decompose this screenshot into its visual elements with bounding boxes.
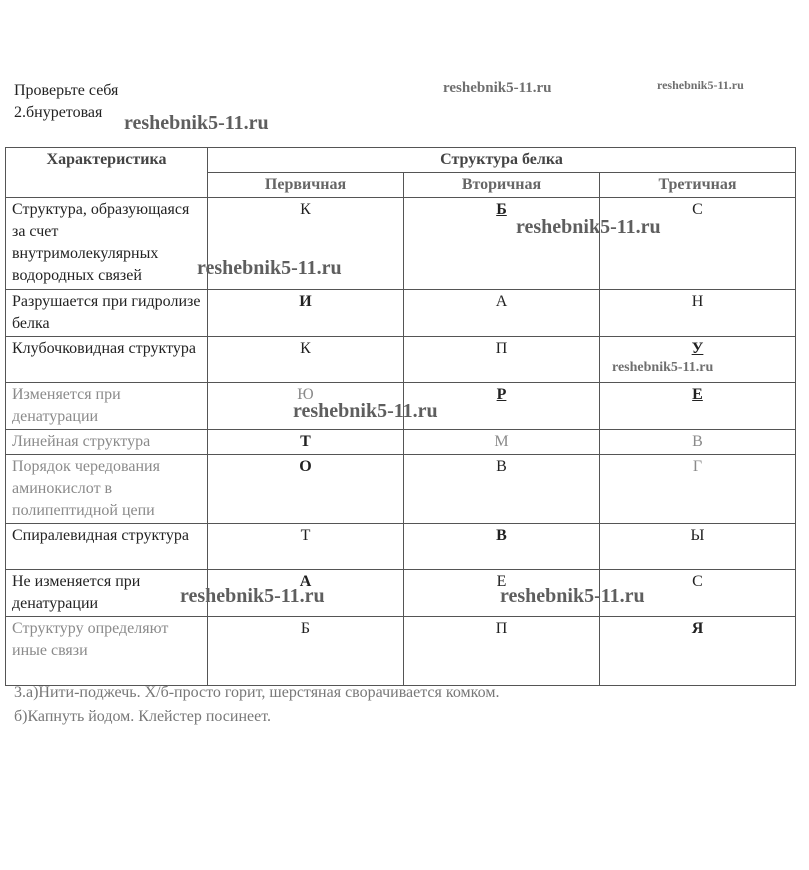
row-label: Не изменяется при денатурации bbox=[6, 570, 208, 617]
subheader-primary: Первичная bbox=[208, 173, 404, 198]
row-label: Клубочковидная структура bbox=[6, 337, 208, 383]
row-label: Спиралевидная структура bbox=[6, 524, 208, 570]
cell-primary: Т bbox=[208, 524, 404, 570]
header-structure: Структура белка bbox=[208, 148, 796, 173]
cell-secondary: М bbox=[404, 430, 600, 455]
cell-primary: Ю bbox=[208, 383, 404, 430]
table-row bbox=[6, 524, 796, 570]
subheader-secondary: Вторичная bbox=[404, 173, 600, 198]
cell-tertiary: Н bbox=[600, 290, 796, 337]
watermark: reshebnik5-11.ru bbox=[516, 216, 661, 238]
watermark: reshebnik5-11.ru bbox=[293, 400, 438, 422]
cell-secondary: П bbox=[404, 337, 600, 383]
cell-tertiary: Ы bbox=[600, 524, 796, 570]
table-row bbox=[6, 383, 796, 430]
watermark: reshebnik5-11.ru bbox=[124, 112, 269, 134]
protein-structure-table bbox=[5, 147, 796, 686]
cell-secondary: Б bbox=[404, 198, 600, 290]
table-row bbox=[6, 570, 796, 617]
watermark: reshebnik5-11.ru bbox=[657, 78, 744, 92]
cell-primary: О bbox=[208, 455, 404, 524]
answer-2: 2.бнуретовая bbox=[14, 104, 103, 121]
watermark: reshebnik5-11.ru bbox=[197, 257, 342, 279]
cell-secondary: А bbox=[404, 290, 600, 337]
table-row bbox=[6, 617, 796, 686]
cell-secondary: Р bbox=[404, 383, 600, 430]
cell-secondary: В bbox=[404, 524, 600, 570]
watermark: reshebnik5-11.ru bbox=[443, 80, 552, 96]
subheader-tertiary: Третичная bbox=[600, 173, 796, 198]
watermark: reshebnik5-11.ru bbox=[500, 585, 645, 607]
cell-secondary: П bbox=[404, 617, 600, 686]
cell-tertiary: С bbox=[600, 198, 796, 290]
row-label: Структуру определяют иные связи bbox=[6, 617, 208, 686]
row-label: Изменяется при денатурации bbox=[6, 383, 208, 430]
cell-tertiary: Г bbox=[600, 455, 796, 524]
check-yourself-heading: Проверьте себя bbox=[14, 82, 119, 99]
cell-primary: И bbox=[208, 290, 404, 337]
cell-secondary: В bbox=[404, 455, 600, 524]
cell-tertiary: У bbox=[600, 337, 796, 383]
watermark: reshebnik5-11.ru bbox=[180, 585, 325, 607]
answer-3a: 3.а)Нити-поджечь. Х/б-просто горит, шерстяная сворачивается комком. bbox=[14, 684, 500, 701]
cell-primary: К bbox=[208, 337, 404, 383]
table-row bbox=[6, 290, 796, 337]
cell-primary: Б bbox=[208, 617, 404, 686]
header-characteristic: Характеристика bbox=[6, 148, 208, 198]
table-row bbox=[6, 455, 796, 524]
table-row bbox=[6, 198, 796, 290]
cell-tertiary: Е bbox=[600, 383, 796, 430]
table-row bbox=[6, 430, 796, 455]
watermark: reshebnik5-11.ru bbox=[612, 360, 714, 375]
cell-tertiary: Я bbox=[600, 617, 796, 686]
cell-tertiary: В bbox=[600, 430, 796, 455]
cell-primary: Т bbox=[208, 430, 404, 455]
table-row bbox=[6, 337, 796, 383]
answer-3b: б)Капнуть йодом. Клейстер посинеет. bbox=[14, 708, 271, 725]
cell-tertiary: С bbox=[600, 570, 796, 617]
cell-secondary: Е bbox=[404, 570, 600, 617]
cell-primary: К bbox=[208, 198, 404, 290]
row-label: Линейная структура bbox=[6, 430, 208, 455]
cell-primary: А bbox=[208, 570, 404, 617]
row-label: Разрушается при гидролизе белка bbox=[6, 290, 208, 337]
row-label: Структура, образующаяся за счет внутримолекулярных водородных связей bbox=[6, 198, 208, 290]
row-label: Порядок чередования аминокислот в полипептидной цепи bbox=[6, 455, 208, 524]
